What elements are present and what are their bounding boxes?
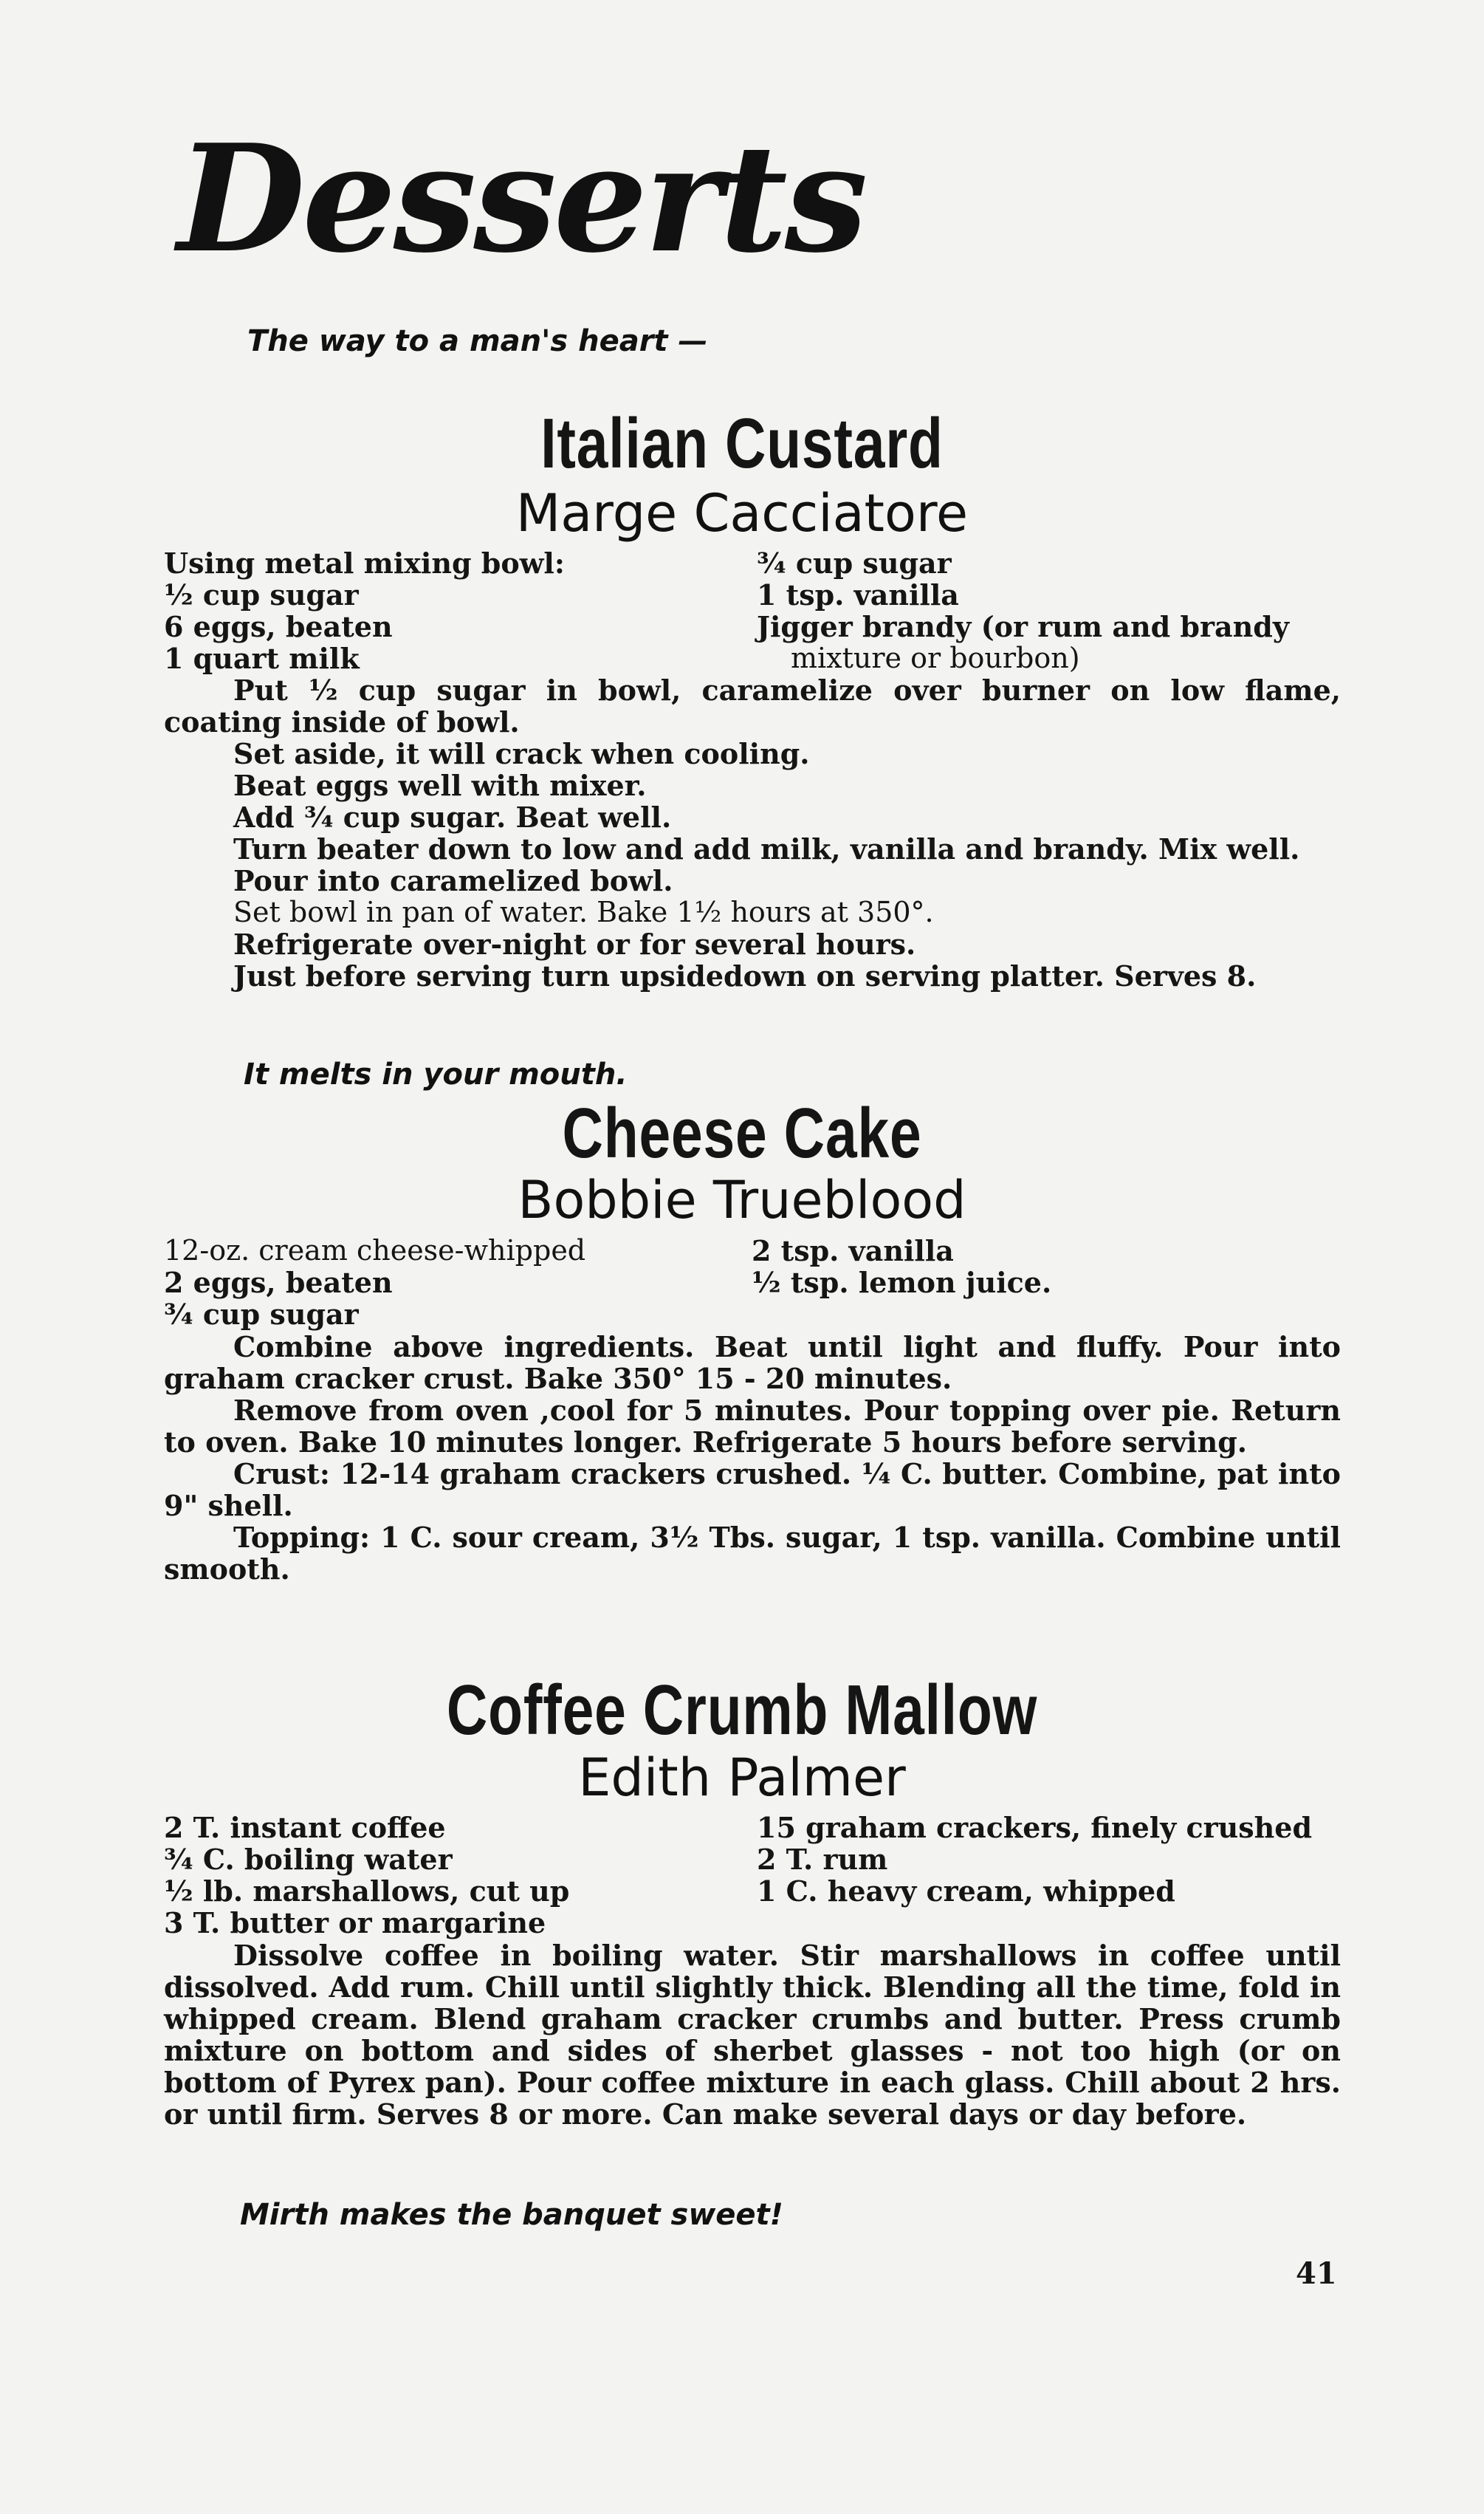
instruction-paragraph: Just before serving turn upsidedown on serving platter. Serves 8. — [233, 959, 1257, 993]
recipe-instructions — [164, 1939, 1341, 2130]
recipe-footer-quote: It melts in your mouth. — [244, 1058, 628, 1092]
recipe-title: Cheese Cake — [562, 1094, 922, 1173]
ingredient-item: ¾ cup sugar — [757, 547, 952, 580]
ingredient-list-left — [164, 1812, 569, 1939]
instruction-paragraph: Set bowl in pan of water. Bake 1½ hours at 350°. — [233, 896, 934, 928]
ingredient-item: Jigger brandy (or rum and brandy — [757, 610, 1289, 643]
ingredient-list-right — [752, 1235, 1051, 1298]
ingredient-item: ½ cup sugar — [164, 578, 359, 612]
ingredient-list-right — [757, 547, 1289, 674]
ingredient-item: 2 T. instant coffee — [164, 1811, 446, 1844]
instruction-paragraph: Combine above ingredients. Beat until light and fluffy. Pour into graham cracker crust. Bake 350° 15 - 20 minutes. — [164, 1330, 1341, 1395]
ingredient-item: 2 T. rum — [757, 1843, 888, 1876]
ingredient-item: mixture or bourbon) — [791, 642, 1080, 674]
ingredient-item: 1 C. heavy cream, whipped — [757, 1874, 1175, 1908]
instruction-paragraph: Set aside, it will crack when cooling. — [233, 737, 810, 770]
recipe-author: Marge Cacciatore — [515, 483, 969, 544]
page-tagline: The way to a man's heart — — [247, 324, 708, 358]
page-number: 41 — [1296, 2256, 1337, 2291]
recipe-footer-quote: Mirth makes the banquet sweet! — [240, 2198, 783, 2232]
ingredient-item: 6 eggs, beaten — [164, 610, 393, 643]
recipe-title: Coffee Crumb Mallow — [446, 1671, 1038, 1750]
ingredient-item: 12-oz. cream cheese-whipped — [164, 1234, 586, 1267]
recipe-instructions — [164, 674, 1341, 992]
ingredient-item: 1 tsp. vanilla — [757, 578, 959, 612]
ingredient-item: 2 tsp. vanilla — [752, 1234, 954, 1267]
ingredient-list-right — [757, 1812, 1312, 1907]
page-title: Desserts — [177, 112, 865, 286]
ingredient-list-left — [164, 1235, 585, 1330]
instruction-paragraph: Add ¾ cup sugar. Beat well. — [233, 801, 672, 834]
instruction-paragraph: Put ½ cup sugar in bowl, caramelize over burner on low flame, coating inside of bowl. — [164, 674, 1341, 739]
instruction-paragraph: Beat eggs well with mixer. — [233, 769, 647, 802]
ingredient-item: 2 eggs, beaten — [164, 1266, 393, 1299]
ingredient-item: ½ tsp. lemon juice. — [752, 1266, 1052, 1299]
ingredient-item: 15 graham crackers, finely crushed — [757, 1811, 1313, 1844]
ingredient-item: ¾ C. boiling water — [164, 1843, 453, 1876]
recipe-title: Italian Custard — [540, 404, 944, 483]
instruction-paragraph: Topping: 1 C. sour cream, 3½ Tbs. sugar, 1 tsp. vanilla. Combine until smooth. — [164, 1521, 1341, 1586]
ingredient-item: 3 T. butter or margarine — [164, 1906, 546, 1939]
ingredient-item: 1 quart milk — [164, 642, 360, 675]
ingredient-item: ½ lb. marshallows, cut up — [164, 1874, 570, 1908]
instruction-paragraph: Remove from oven ,cool for 5 minutes. Pour topping over pie. Return to oven. Bake 10 minutes longer. Refrigerate 5 hours before serving. — [164, 1394, 1341, 1459]
instruction-paragraph: Refrigerate over-night or for several hours. — [233, 928, 916, 961]
recipe-author: Bobbie Trueblood — [518, 1170, 966, 1230]
ingredient-item: Using metal mixing bowl: — [164, 547, 565, 580]
recipe-instructions — [164, 1331, 1341, 1585]
instruction-paragraph: Dissolve coffee in boiling water. Stir marshallows in coffee until dissolved. Add rum. Chill until slightly thick. Blending all the time, fold in whipped cream. Blend graham cracker crumbs and butter. Press crumb mixture on bottom and sides of sherbet glasses - not too high (or on bottom of Pyrex pan). Pour coffee mixture in each glass. Chill about 2 hrs. or until firm. Serves 8 or more. Can make several days or day before. — [164, 1939, 1341, 2131]
instruction-paragraph: Crust: 12-14 graham crackers crushed. ¼ C. butter. Combine, pat into 9" shell. — [164, 1457, 1341, 1522]
instruction-paragraph: Pour into caramelized bowl. — [233, 864, 673, 897]
recipe-author: Edith Palmer — [578, 1747, 906, 1808]
ingredient-item: ¾ cup sugar — [164, 1298, 359, 1331]
ingredient-list-left — [164, 547, 565, 674]
instruction-paragraph: Turn beater down to low and add milk, vanilla and brandy. Mix well. — [233, 832, 1300, 866]
